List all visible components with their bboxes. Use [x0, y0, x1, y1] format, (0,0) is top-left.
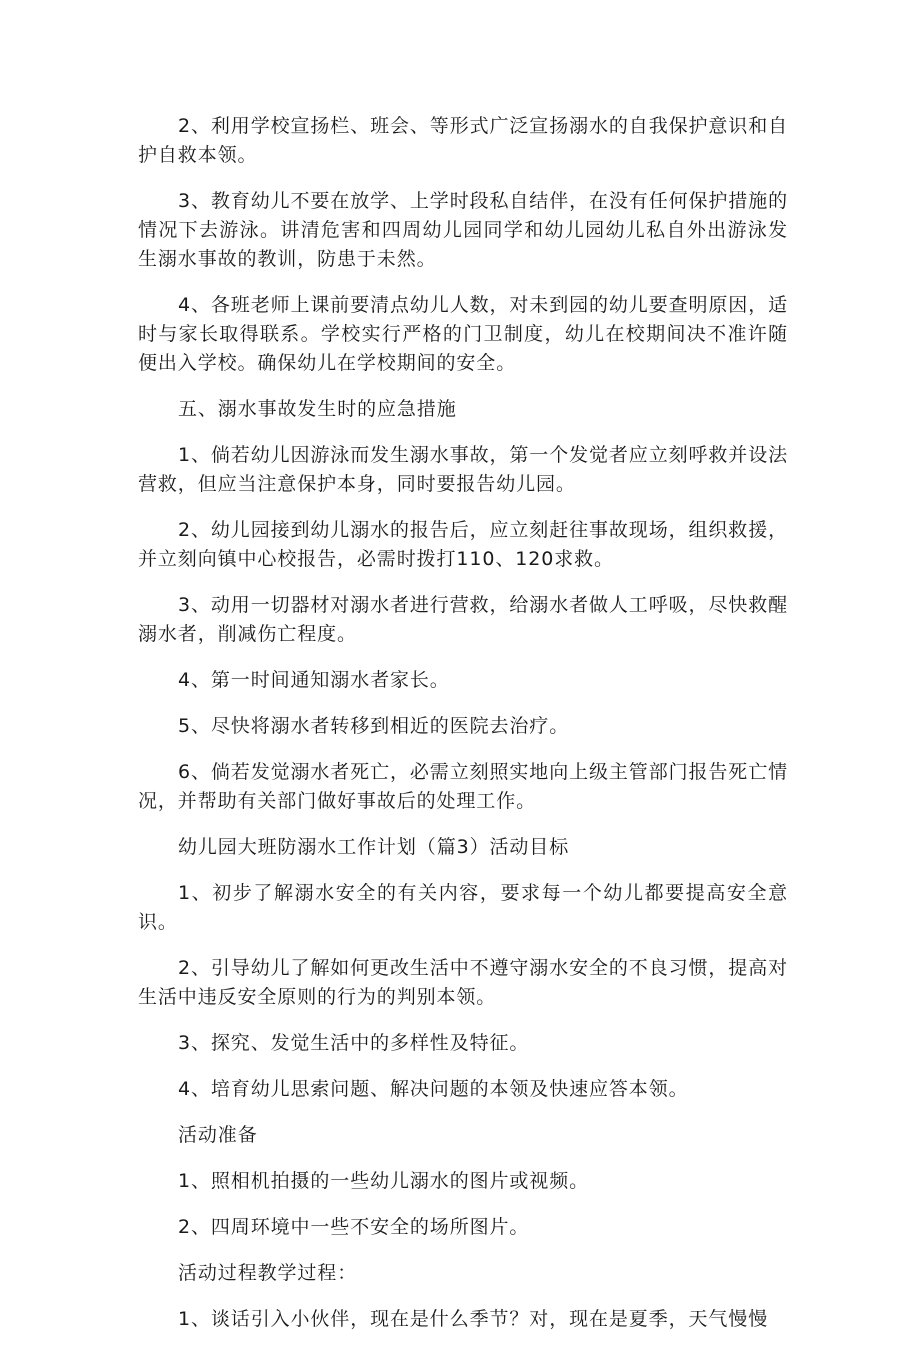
paragraph: 1、谈话引入小伙伴，现在是什么季节？对，现在是夏季，天气慢慢: [178, 1308, 769, 1330]
paragraph: 1、倘若幼儿因游泳而发生溺水事故，第一个发觉者应立刻呼救并设法营救，但应当注意保护本身，同时要报告幼儿园。: [138, 444, 788, 495]
section-heading: 幼儿园大班防溺水工作计划（篇3）活动目标: [178, 836, 570, 858]
document-body: [138, 112, 788, 1351]
paragraph: 3、探究、发觉生活中的多样性及特征。: [178, 1032, 530, 1054]
paragraph: 1、初步了解溺水安全的有关内容，要求每一个幼儿都要提高安全意识。: [138, 882, 788, 933]
paragraph: 2、利用学校宣扬栏、班会、等形式广泛宣扬溺水的自我保护意识和自护自救本领。: [138, 115, 788, 166]
paragraph: 4、各班老师上课前要清点幼儿人数，对未到园的幼儿要查明原因，适时与家长取得联系。学校实行严格的门卫制度，幼儿在校期间决不准许随便出入学校。确保幼儿在学校期间的安全。: [138, 294, 788, 374]
section-heading: 五、溺水事故发生时的应急措施: [178, 398, 457, 420]
section-heading: 活动准备: [178, 1124, 258, 1146]
paragraph: 5、尽快将溺水者转移到相近的医院去治疗。: [178, 715, 570, 737]
paragraph: 2、四周环境中一些不安全的场所图片。: [178, 1216, 530, 1238]
paragraph: 6、倘若发觉溺水者死亡，必需立刻照实地向上级主管部门报告死亡情况，并帮助有关部门做好事故后的处理工作。: [138, 761, 788, 812]
paragraph: 3、动用一切器材对溺水者进行营救，给溺水者做人工呼吸，尽快救醒溺水者，削减伤亡程度。: [138, 594, 788, 645]
paragraph: 2、引导幼儿了解如何更改生活中不遵守溺水安全的不良习惯，提高对生活中违反安全原则的行为的判别本领。: [138, 957, 788, 1008]
section-heading: 活动过程教学过程：: [178, 1262, 358, 1284]
paragraph: 4、第一时间通知溺水者家长。: [178, 669, 450, 691]
paragraph: 2、幼儿园接到幼儿溺水的报告后，应立刻赶往事故现场，组织救援，并立刻向镇中心校报告，必需时拨打110、120求救。: [138, 519, 788, 570]
paragraph: 4、培育幼儿思索问题、解决问题的本领及快速应答本领。: [178, 1078, 689, 1100]
paragraph: 3、教育幼儿不要在放学、上学时段私自结伴，在没有任何保护措施的情况下去游泳。讲清危害和四周幼儿园同学和幼儿园幼儿私自外出游泳发生溺水事故的教训，防患于未然。: [138, 190, 788, 270]
paragraph: 1、照相机拍摄的一些幼儿溺水的图片或视频。: [178, 1170, 589, 1192]
